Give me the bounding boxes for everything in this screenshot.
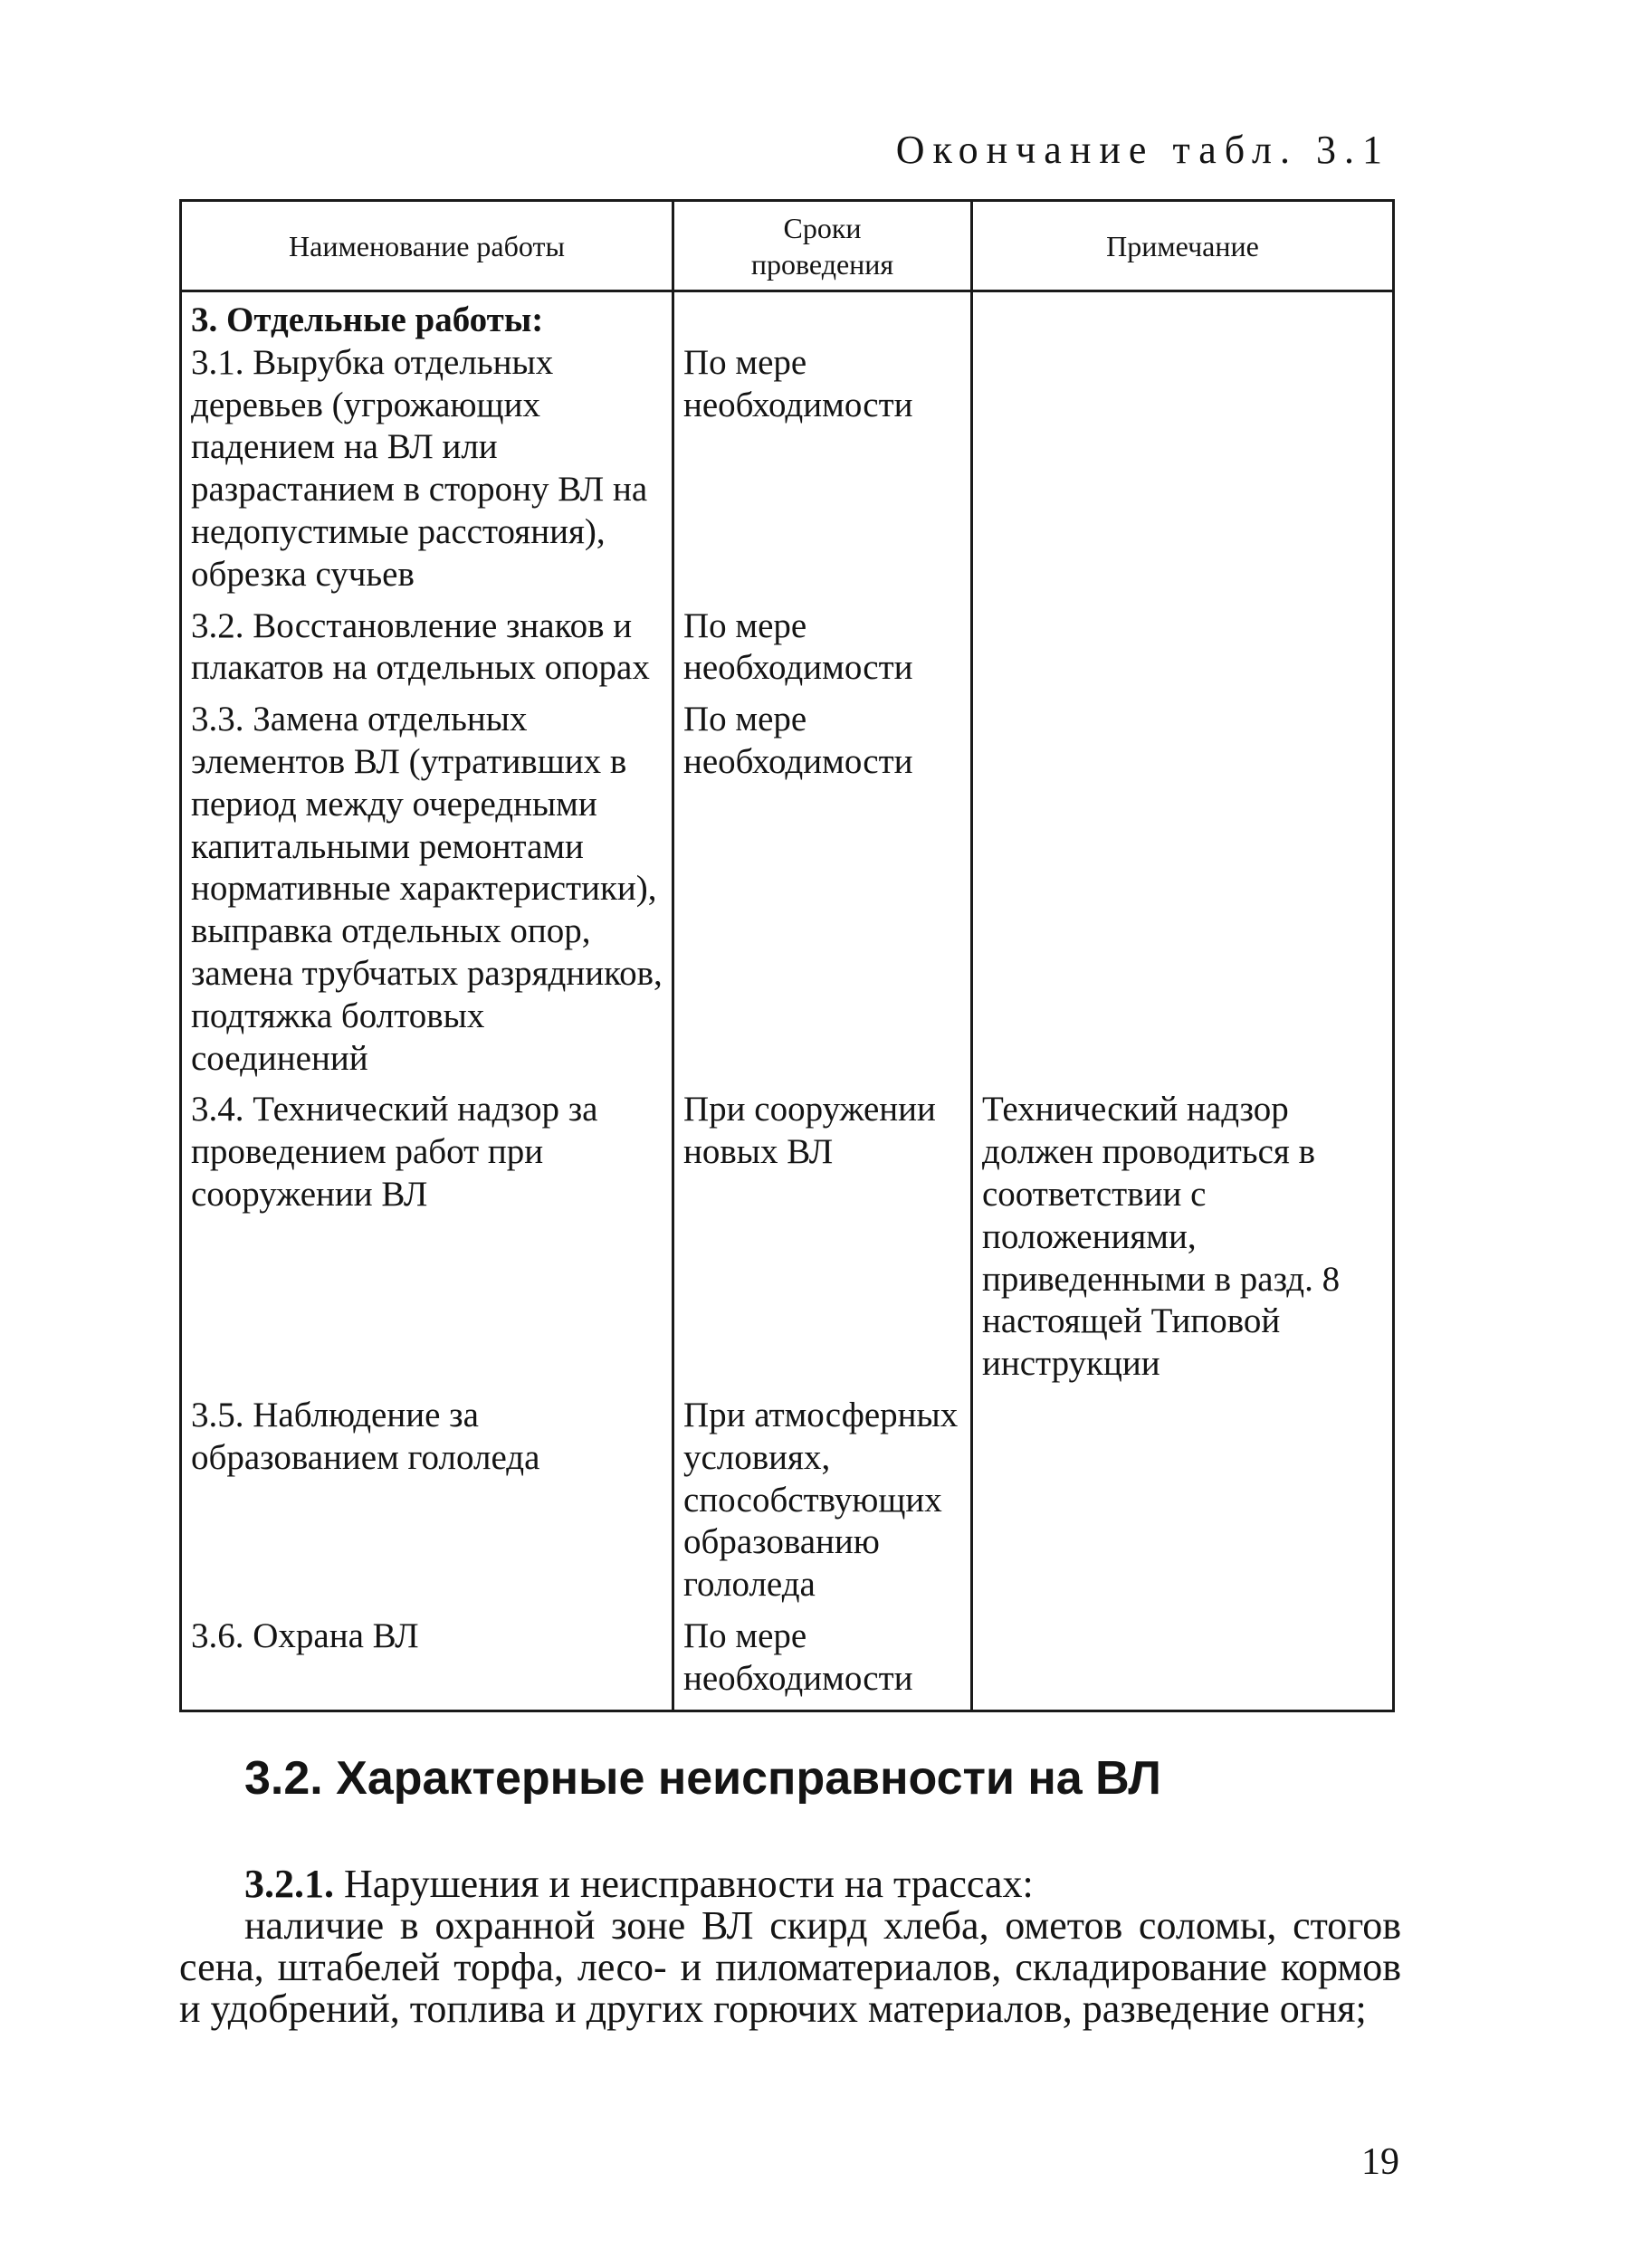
work-name-cell: 3.1. Вырубка отдельных деревьев (угрожающих падением на ВЛ или разрастанием в сторону ВЛ на недопустимые расстояния), обрезка сучьев xyxy=(181,342,673,605)
paragraph-body: наличие в охранной зоне ВЛ скирд хлеба, ометов соломы, стогов сена, штабелей торфа, лесо- и пиломатериалов, складирование кормов и удобрений, топлива и других горючих материалов, разведение огня; xyxy=(179,1903,1401,2031)
section-paragraph xyxy=(179,1863,1401,2030)
note-cell xyxy=(972,1395,1394,1615)
table-row xyxy=(181,1395,1394,1615)
note-cell xyxy=(972,605,1394,700)
header-period: Сроки проведения xyxy=(673,201,972,291)
work-name-cell: 3.2. Восстановление знаков и плакатов на отдельных опорах xyxy=(181,605,673,700)
header-note: Примечание xyxy=(972,201,1394,291)
work-name-cell: 3.6. Охрана ВЛ xyxy=(181,1615,673,1711)
works-table-container xyxy=(179,199,1392,1712)
section-row-empty-note xyxy=(972,291,1394,342)
work-name-cell: 3.5. Наблюдение за образованием гололеда xyxy=(181,1395,673,1615)
note-cell xyxy=(972,1615,1394,1711)
note-cell: Технический надзор должен проводиться в соответствии с положениями, приведенными в разд. 8 настоящей Типовой инструкции xyxy=(972,1089,1394,1395)
table-row xyxy=(181,699,1394,1089)
header-row xyxy=(181,201,1394,291)
section-row-label: 3. Отдельные работы: xyxy=(181,291,673,342)
table-body xyxy=(181,291,1394,1711)
period-cell: При атмосферных условиях, способствующих образованию гололеда xyxy=(673,1395,972,1615)
period-cell: По мере необходимости xyxy=(673,1615,972,1711)
table-continuation-caption: Окончание табл. 3.1 xyxy=(895,128,1390,172)
table-row xyxy=(181,1089,1394,1395)
work-name-cell: 3.3. Замена отдельных элементов ВЛ (утративших в период между очередными капитальными ремонтами нормативные характеристики), выправка отдельных опор, замена трубчатых разрядников, подтяжка болтовых соединений xyxy=(181,699,673,1089)
note-cell xyxy=(972,699,1394,1089)
table-row xyxy=(181,605,1394,700)
header-work-name: Наименование работы xyxy=(181,201,673,291)
period-cell: При сооружении новых ВЛ xyxy=(673,1089,972,1395)
note-cell xyxy=(972,342,1394,605)
table-header xyxy=(181,201,1394,291)
item-number: 3.2.1. xyxy=(244,1862,334,1906)
section-row xyxy=(181,291,1394,342)
table-row xyxy=(181,1615,1394,1711)
work-name-cell: 3.4. Технический надзор за проведением работ при сооружении ВЛ xyxy=(181,1089,673,1395)
period-cell: По мере необходимости xyxy=(673,699,972,1089)
works-table xyxy=(179,199,1395,1712)
period-cell: По мере необходимости xyxy=(673,605,972,700)
section-row-empty-period xyxy=(673,291,972,342)
table-row xyxy=(181,342,1394,605)
section-heading: 3.2. Характерные неисправности на ВЛ xyxy=(244,1752,1161,1805)
paragraph-lead xyxy=(179,1863,1401,1905)
period-cell: По мере необходимости xyxy=(673,342,972,605)
page-number: 19 xyxy=(1361,2141,1399,2183)
item-text: Нарушения и неисправности на трассах: xyxy=(344,1862,1034,1906)
